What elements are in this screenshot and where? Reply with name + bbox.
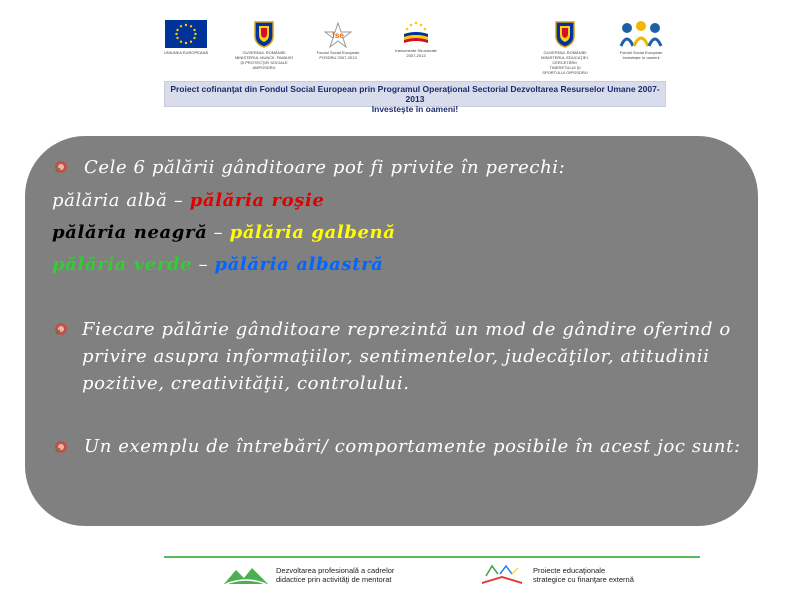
hat-black-label: pălăria neagră [52,222,208,243]
footer-right-line-1: Proiecte educaţionale [533,566,606,575]
hat-red-label: pălăria roşie [189,190,325,211]
flower-bullet-icon [54,440,68,454]
bullet-text-1: Cele 6 pălării gânditoare pot fi privite în perechi: [84,157,566,178]
banner-line-2: Investeşte în oameni! [371,104,459,114]
banner-line-1: Proiect cofinanţat din Fondul Social European prin Programul Operaţional Sectorial Dezvoltarea Resurselor Umane 2007-2013 [170,84,660,104]
hat-pair-2 [52,222,395,243]
instrumente-structurale-logo [394,20,438,58]
footer-left-text [276,566,394,584]
eu-flag-logo [164,20,208,55]
romania-coat-caption: GUVERNUL ROMÂNIEI MINISTERUL MUNCII, FAMILIEI ŞI PROTECŢIEI SOCIALE AMPOSDRU [234,50,294,70]
hat-yellow-label: pălăria galbenă [229,222,396,243]
people-logo-icon [613,20,669,48]
project-logo [610,20,672,60]
svg-text:fse: fse [332,31,344,40]
footer-left-line-1: Dezvoltarea profesională a cadrelor [276,566,395,575]
bullet-text-2: Fiecare pălărie gânditoare reprezintă un mod de gândire oferind o privire asupra informaţiilor, sentimentelor, judecăţilor, atitudinii pozitive, creativităţii, controlului. [82,319,731,394]
instrumente-icon [401,20,431,46]
fse-caption: Fondul Social European POSDRU 2007-2013 [316,50,360,60]
proiecte-logo-icon [478,562,526,586]
romania-coat-logo [234,18,294,70]
cofinancing-banner [164,81,666,114]
coat-of-arms-icon [253,18,275,48]
pair-dash: – [167,190,190,211]
eu-flag-icon [165,20,207,48]
ministry-coat-logo [540,18,590,75]
hat-pair-3 [52,254,383,275]
footer-right-line-2: strategice cu finanţare externă [533,575,634,584]
mentorat-logo-icon [222,562,270,586]
pair-dash: – [207,222,230,243]
hat-white-label: pălăria albă [52,190,168,211]
fse-star-icon [324,22,352,48]
footer-right-text [533,566,634,584]
footer-divider [164,556,700,558]
pair-dash: – [192,254,215,275]
bullet-text-3: Un exemplu de întrebări/ comportamente posibile în acest joc sunt: [84,436,741,457]
instrumente-caption: Instrumente Structurale 2007-2013 [395,48,437,58]
footer-left-line-2: didactice prin activităţi de mentorat [276,575,392,584]
project-logo-caption: Fondul Social European Investeşte în oameni [619,50,663,60]
fse-logo [316,22,360,60]
coat-of-arms-icon [554,18,576,48]
header [0,0,800,120]
eu-flag-caption: UNIUNEA EUROPEANĂ [164,50,209,55]
hat-green-label: pălăria verde [52,254,193,275]
hat-blue-label: pălăria albastră [214,254,384,275]
flower-bullet-icon [54,160,68,174]
ministry-coat-caption: GUVERNUL ROMÂNIEI MINISTERUL EDUCAŢIEI, CERCETĂRII, TINERETULUI ŞI SPORTULUI OIPOSDRU [541,50,589,75]
hat-pair-1 [52,190,324,211]
flower-bullet-icon [54,322,68,336]
